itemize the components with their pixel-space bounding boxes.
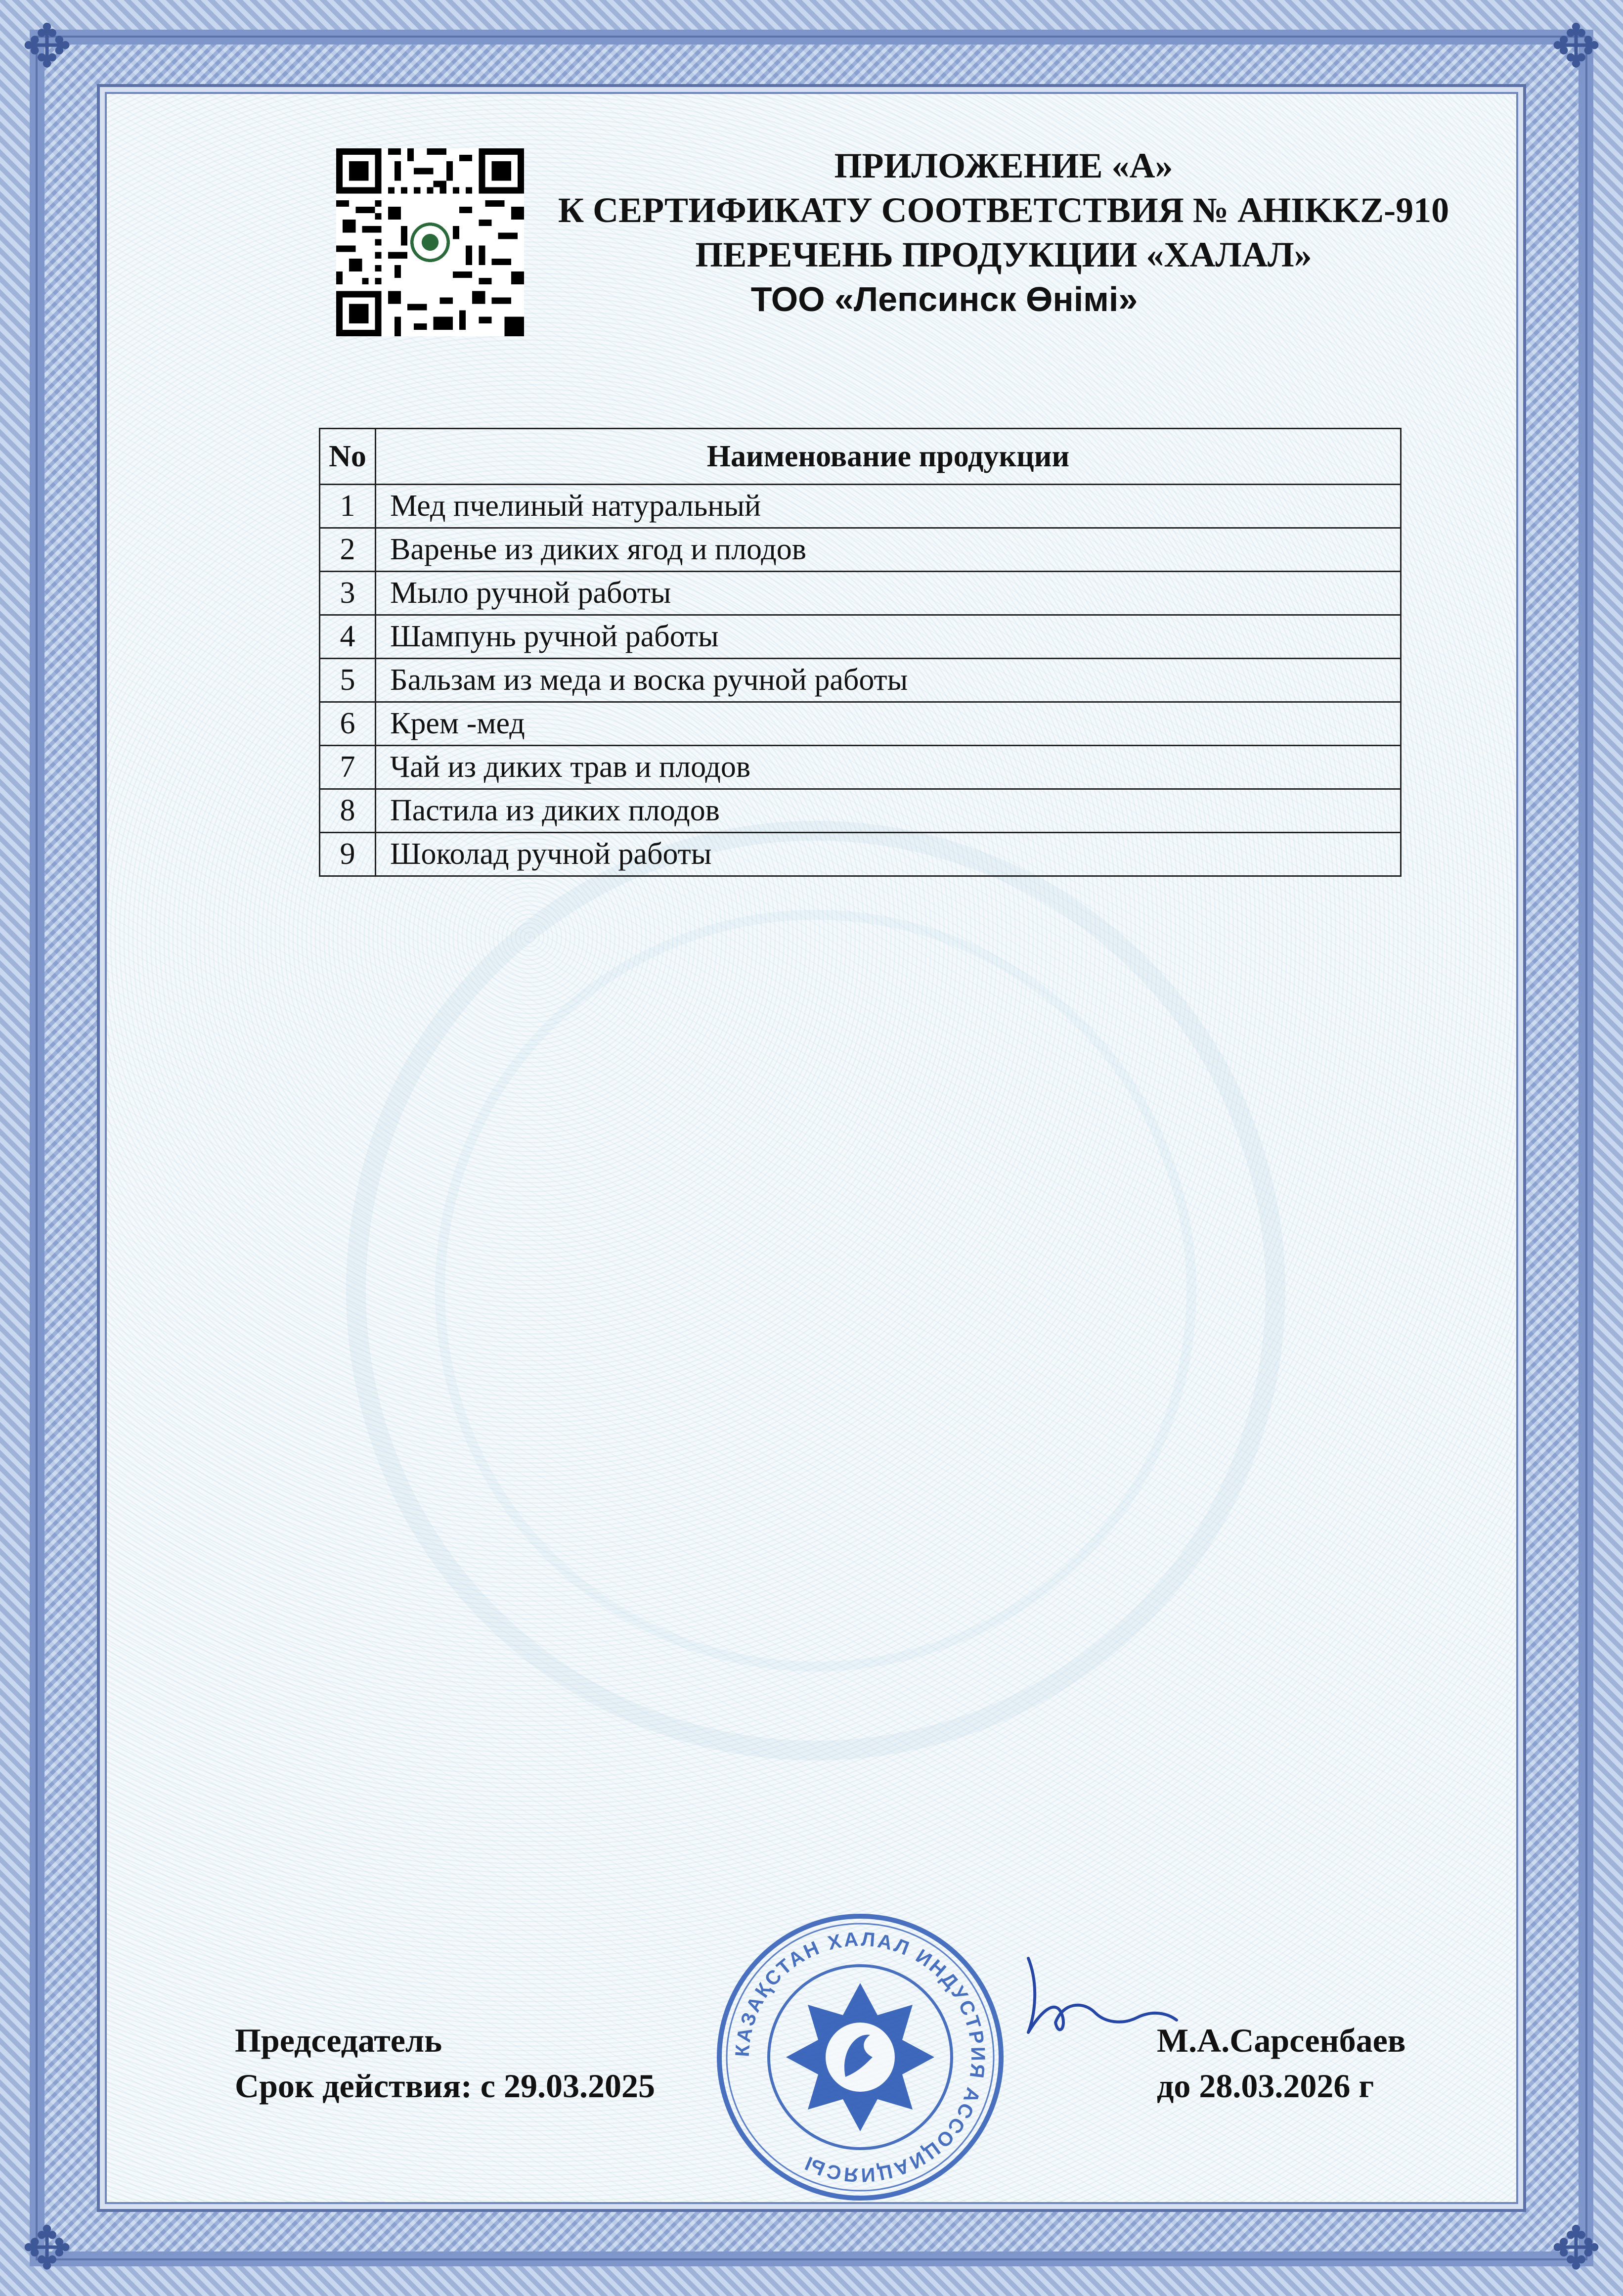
row-number: 1 bbox=[320, 485, 376, 528]
table-row bbox=[320, 572, 1401, 615]
table-row bbox=[320, 528, 1401, 572]
handwritten-signature bbox=[1009, 1938, 1186, 2042]
column-header-name: Наименование продукции bbox=[376, 429, 1401, 485]
products-table bbox=[319, 428, 1402, 877]
corner-ornament-icon: ✥ bbox=[22, 14, 72, 80]
row-number: 5 bbox=[320, 659, 376, 702]
table-row bbox=[320, 659, 1401, 702]
corner-ornament-icon: ✥ bbox=[1551, 2216, 1601, 2282]
product-name: Шоколад ручной работы bbox=[376, 833, 1401, 876]
row-number: 6 bbox=[320, 702, 376, 746]
product-name: Бальзам из меда и воска ручной работы bbox=[376, 659, 1401, 702]
qr-code-icon bbox=[336, 148, 524, 336]
product-name: Варенье из диких ягод и плодов bbox=[376, 528, 1401, 572]
row-number: 9 bbox=[320, 833, 376, 876]
validity-end: до 28.03.2026 г bbox=[1157, 2067, 1374, 2105]
product-name: Шампунь ручной работы bbox=[376, 615, 1401, 659]
stamp-text: КАЗАҚСТАН ХАЛАЛ ИНДУСТРИЯ АССОЦИАЦИЯСЫ bbox=[731, 1928, 989, 2186]
table-row bbox=[320, 615, 1401, 659]
table-row bbox=[320, 485, 1401, 528]
table-row bbox=[320, 789, 1401, 833]
document-header bbox=[534, 143, 1473, 321]
official-stamp bbox=[712, 1909, 1009, 2206]
validity-start: Срок действия: с 29.03.2025 bbox=[235, 2067, 655, 2105]
corner-ornament-icon: ✥ bbox=[22, 2216, 72, 2282]
product-name: Чай из диких трав и плодов bbox=[376, 746, 1401, 789]
watermark-emblem bbox=[346, 821, 1285, 1760]
row-number: 8 bbox=[320, 789, 376, 833]
table-header-row bbox=[320, 429, 1401, 485]
column-header-no: No bbox=[320, 429, 376, 485]
footer-left bbox=[235, 2018, 655, 2109]
footer-right bbox=[1157, 2018, 1406, 2109]
table-row bbox=[320, 746, 1401, 789]
appendix-title: ПРИЛОЖЕНИЕ «А» bbox=[834, 146, 1173, 185]
certificate-reference: К СЕРТИФИКАТУ СООТВЕТСТВИЯ № AHIKKZ-910 bbox=[558, 190, 1449, 230]
product-name: Мед пчелиный натуральный bbox=[376, 485, 1401, 528]
row-number: 7 bbox=[320, 746, 376, 789]
product-name: Мыло ручной работы bbox=[376, 572, 1401, 615]
signatory-name: М.А.Сарсенбаев bbox=[1157, 2022, 1406, 2059]
signatory-position: Председатель bbox=[235, 2022, 442, 2059]
corner-ornament-icon: ✥ bbox=[1551, 14, 1601, 80]
row-number: 4 bbox=[320, 615, 376, 659]
product-list-title: ПЕРЕЧЕНЬ ПРОДУКЦИИ «ХАЛАЛ» bbox=[695, 235, 1312, 274]
product-name: Пастила из диких плодов bbox=[376, 789, 1401, 833]
table-row bbox=[320, 833, 1401, 876]
company-name: ТОО «Лепсинск Өнімі» bbox=[750, 280, 1138, 318]
table-row bbox=[320, 702, 1401, 746]
row-number: 3 bbox=[320, 572, 376, 615]
row-number: 2 bbox=[320, 528, 376, 572]
product-name: Крем -мед bbox=[376, 702, 1401, 746]
